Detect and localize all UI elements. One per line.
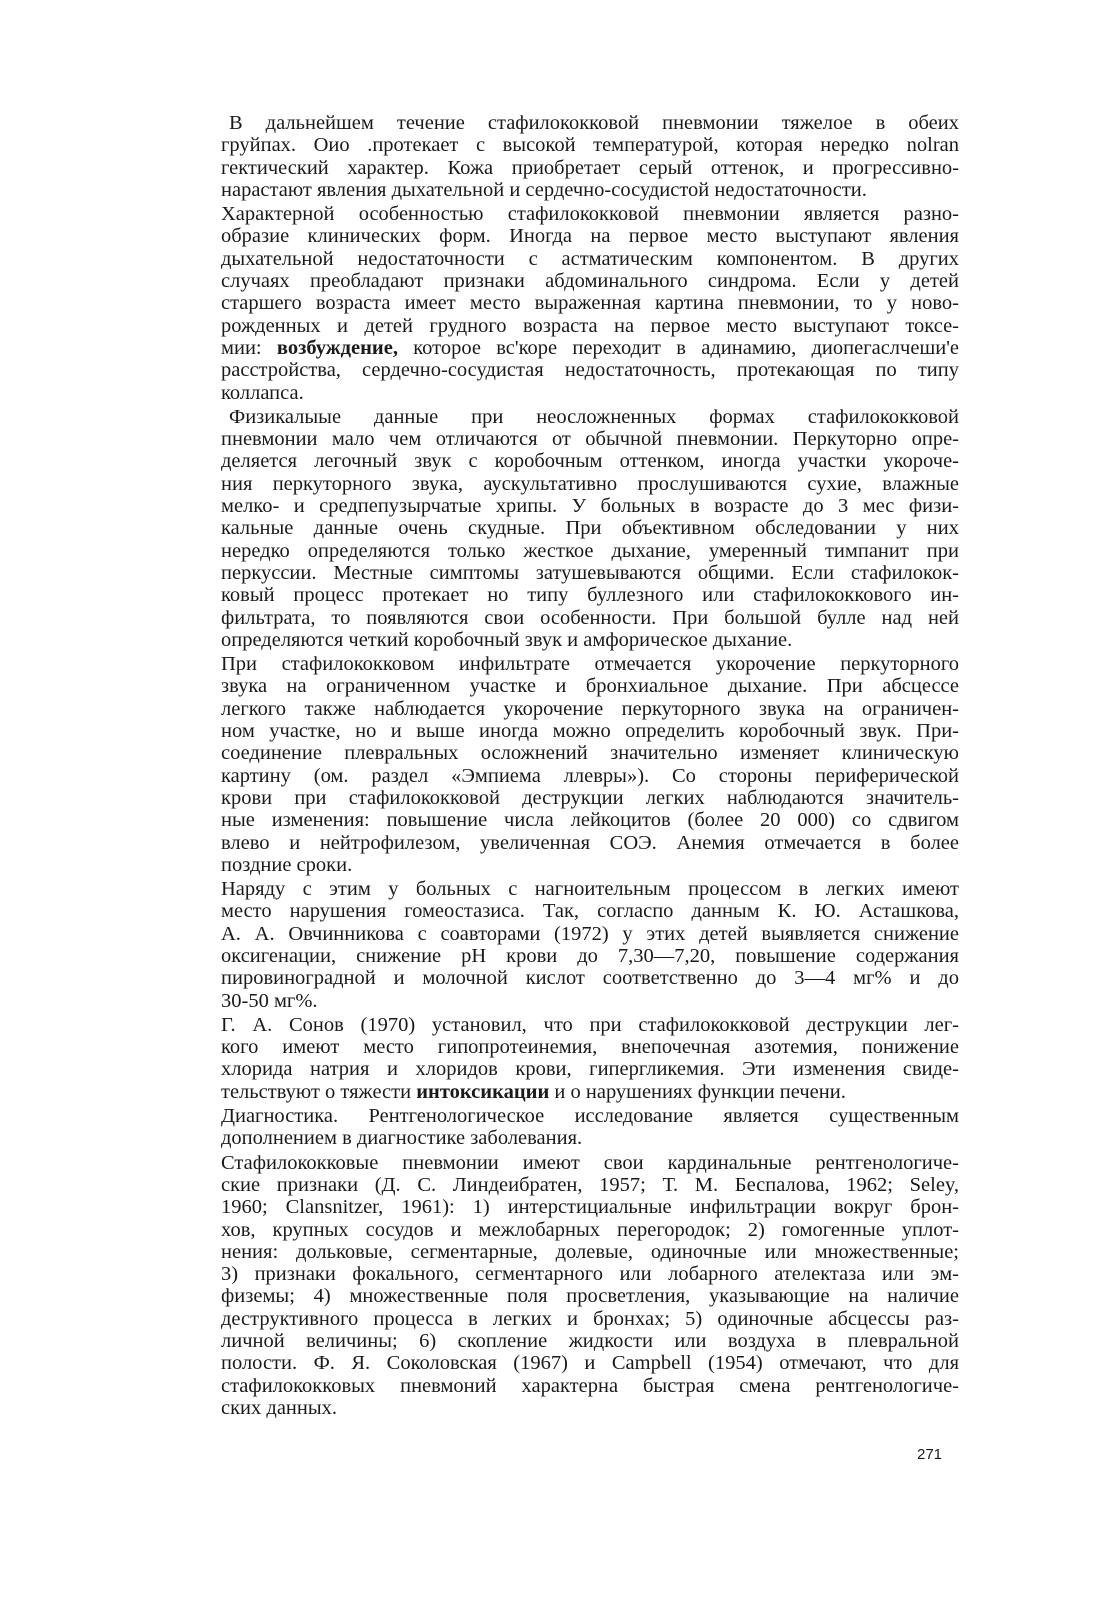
text-line: полости. Ф. Я. Соколовская (1967) и Campbell (1954) отмечают, что для bbox=[221, 1352, 959, 1375]
text-line: расстройства, сердечно-сосудистая недостаточность, протекающая по типу bbox=[221, 359, 959, 382]
text-line: гектический характер. Кожа приобретает серый оттенок, и прогрессивно- bbox=[221, 156, 959, 179]
text-line: Характерной особенностью стафилококковой пневмонии является разно- bbox=[221, 203, 959, 226]
paragraph-1 bbox=[221, 112, 959, 201]
paragraph-5 bbox=[221, 878, 959, 1012]
paragraph-7 bbox=[221, 1105, 959, 1150]
text-line: легкого также наблюдается укорочение перкуторного звука на ограничен- bbox=[221, 697, 959, 720]
text-line: влево и нейтрофилезом, увеличенная СОЭ. Анемия отмечается в более bbox=[221, 831, 959, 854]
paragraph-4 bbox=[221, 653, 959, 876]
text-line: дополнением в диагностике заболевания. bbox=[221, 1127, 583, 1150]
text-line: соединение плевральных осложнений значительно изменяет клиническую bbox=[221, 742, 959, 765]
text-line-mixed bbox=[221, 337, 959, 359]
text-line: картину (ом. раздел «Эмпиема ллевры»). Со стороны периферической bbox=[221, 764, 959, 787]
text-line: ные изменения: повышение числа лейкоцитов (более 20 000) со сдвигом bbox=[221, 809, 959, 832]
text-line: старшего возраста имеет место выраженная картина пневмонии, то у ново- bbox=[221, 292, 959, 315]
text-line: перкуссии. Местные симптомы затушевываются общими. Если стафилокок- bbox=[221, 561, 959, 584]
text-line: Г. А. Сонов (1970) установил, что при стафилококковой деструкции лег- bbox=[221, 1013, 959, 1036]
text-line: ном участке, но и выше иногда можно определить коробочный звук. При- bbox=[221, 720, 959, 743]
text-line: стафилококковых пневмоний характерна быстрая смена рентгенологиче- bbox=[221, 1374, 959, 1397]
text-line: оксигенации, снижение рН крови до 7,30—7,20, повышение содержания bbox=[221, 944, 959, 967]
text-line: нарастают явления дыхательной и сердечно-сосудистой недостаточности. bbox=[221, 178, 867, 201]
text-line: Физикалыые данные при неосложненных формах стафилококковой bbox=[229, 405, 959, 428]
text-line: ния перкуторного звука, аускультативно прослушиваются сухие, влажные bbox=[221, 472, 959, 495]
text-line: поздние сроки. bbox=[221, 853, 353, 876]
bold-term: возбуждение, bbox=[276, 336, 398, 359]
text-line: Диагностика. Рентгенологическое исследование является существенным bbox=[221, 1105, 959, 1128]
text-line: дыхательной недостаточности с астматическим компонентом. В других bbox=[221, 247, 959, 270]
text-line: место нарушения гомеостазиса. Так, согласпо данным К. Ю. Асташкова, bbox=[221, 900, 959, 923]
text-line: пировиноградной и молочной кислот соответственно до 3—4 мг% и до bbox=[221, 967, 959, 990]
text-line: А. А. Овчинникова с соавторами (1972) у этих детей выявляется снижение bbox=[221, 922, 959, 945]
text-line: 3) признаки фокального, сегментарного или лобарного ателектаза или эм- bbox=[221, 1263, 959, 1286]
text-line: деструктивного процесса в легких и бронхах; 5) одиночные абсцессы раз- bbox=[221, 1307, 959, 1330]
text-line: мелко- и средпепузырчатые хрипы. У больных в возрасте до 3 мес физи- bbox=[221, 495, 959, 518]
text-line-mixed bbox=[221, 1081, 959, 1103]
text-line: 30-50 мг%. bbox=[221, 989, 318, 1012]
text-line: деляется легочный звук с коробочным оттенком, иногда участки укороче- bbox=[221, 450, 959, 473]
text-line: хлорида натрия и хлоридов крови, гипергликемия. Эти изменения свиде- bbox=[221, 1058, 959, 1081]
paragraph-3 bbox=[221, 406, 959, 651]
text-line: 1960; Clansnitzer, 1961): 1) интерстициальные инфильтрации вокруг брон- bbox=[221, 1196, 959, 1219]
text-line: нения: дольковые, сегментарные, долевые, одиночные или множественные; bbox=[221, 1240, 959, 1263]
bold-term: интоксикации bbox=[416, 1080, 550, 1103]
text-line: ских данных. bbox=[221, 1396, 338, 1419]
paragraph-6 bbox=[221, 1014, 959, 1103]
text-line: груйпах. Оио .протекает с высокой температурой, которая нередко nolran bbox=[221, 134, 959, 157]
text-line: звука на ограниченном участке и бронхиальное дыхание. При абсцессе bbox=[221, 675, 959, 698]
text-line: Стафилококковые пневмонии имеют свои кардинальные рентгенологиче- bbox=[221, 1151, 959, 1174]
text-line: образие клинических форм. Иногда на первое место выступают явления bbox=[221, 225, 959, 248]
page-number: 271 bbox=[917, 1446, 943, 1463]
text-line: пневмонии мало чем отличаются от обычной пневмонии. Перкуторно опре- bbox=[221, 428, 959, 451]
text-line: физемы; 4) множественные поля просветления, указывающие на наличие bbox=[221, 1285, 959, 1308]
text-line: случаях преобладают признаки абдоминального синдрома. Если у детей bbox=[221, 270, 959, 293]
text-line: хов, крупных сосудов и межлобарных перегородок; 2) гомогенные уплот- bbox=[221, 1218, 959, 1241]
text-line: ковый процесс протекает но типу буллезного или стафилококкового ин- bbox=[221, 584, 959, 607]
body-text bbox=[221, 112, 959, 1421]
text-line: Наряду с этим у больных с нагноительным процессом в легких имеют bbox=[221, 878, 959, 901]
text-line: кальные данные очень скудные. При объективном обследовании у них bbox=[221, 517, 959, 540]
text-line: В дальнейшем течение стафилококковой пневмонии тяжелое в обеих bbox=[229, 112, 959, 134]
text-line: ские признаки (Д. С. Линдеибратен, 1957; Т. М. Беспалова, 1962; Seley, bbox=[221, 1173, 959, 1196]
text-line: нередко определяются только жесткое дыхание, умеренный тимпанит при bbox=[221, 539, 959, 562]
text-fragment: которое вс'коре переходит в адинамию, диопегаслчеши'е bbox=[397, 336, 959, 359]
text-line: кого имеют место гипопротеинемия, внепочечная азотемия, понижение bbox=[221, 1036, 959, 1059]
paragraph-2 bbox=[221, 203, 959, 404]
paragraph-8 bbox=[221, 1152, 959, 1420]
text-line: При стафилококковом инфильтрате отмечается укорочение перкуторного bbox=[221, 653, 959, 676]
text-fragment: и о нарушениях функции печени. bbox=[549, 1080, 846, 1103]
text-line: фильтрата, то появляются свои особенности. При большой булле над ней bbox=[221, 606, 959, 629]
text-line: определяются четкий коробочный звук и амфорическое дыхание. bbox=[221, 628, 793, 651]
text-line: личной величины; 6) скопление жидкости или воздуха в плевральной bbox=[221, 1330, 959, 1353]
text-line: коллапса. bbox=[221, 381, 304, 404]
text-line: рожденных и детей грудного возраста на первое место выступают токсе- bbox=[221, 314, 959, 337]
text-fragment: тельствуют о тяжести bbox=[221, 1080, 417, 1103]
text-fragment: мии: bbox=[221, 336, 277, 359]
text-line: крови при стафилококковой деструкции легких наблюдаются значитель- bbox=[221, 786, 959, 809]
